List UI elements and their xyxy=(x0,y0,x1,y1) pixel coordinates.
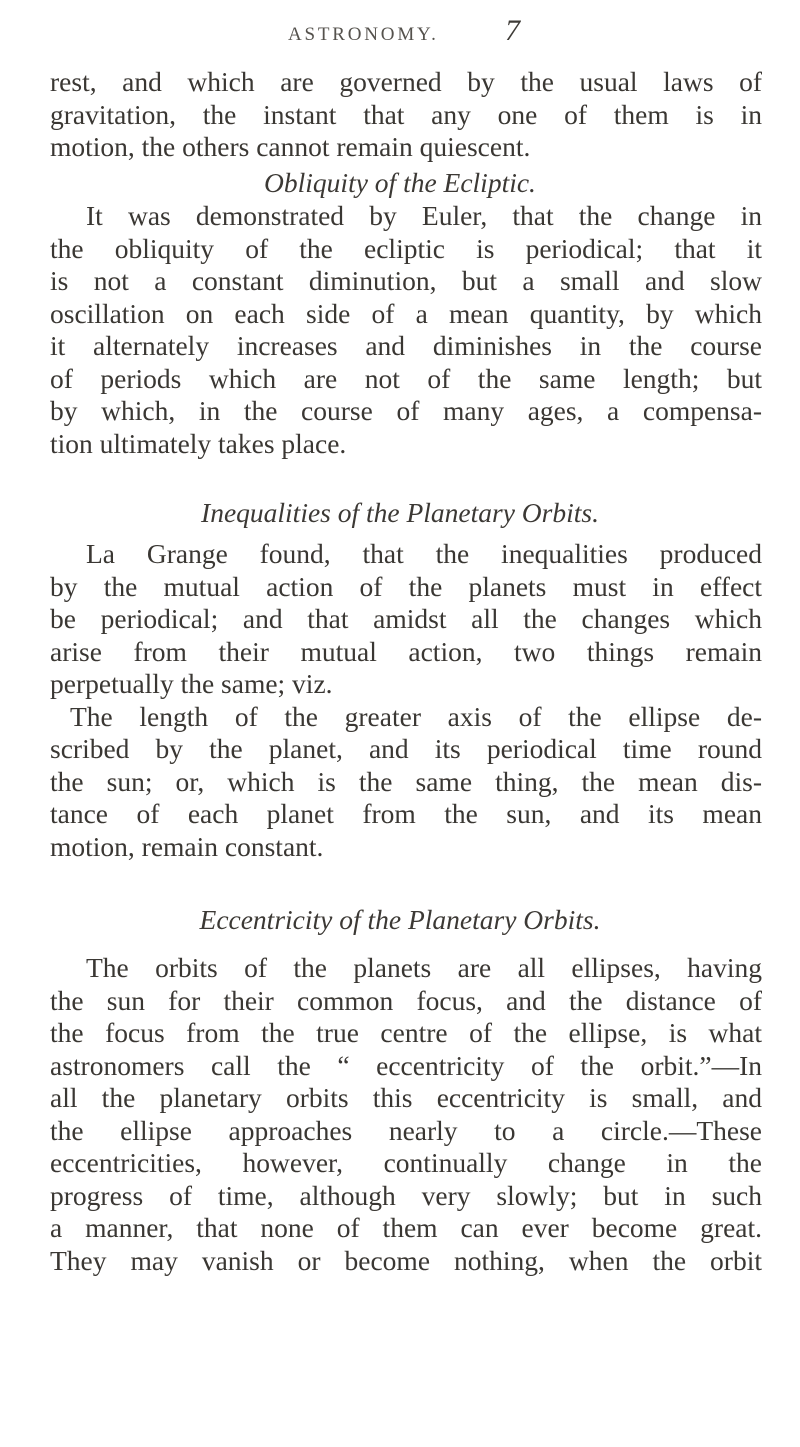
text-line: tance of each planet from the sun, and its mean xyxy=(50,798,762,829)
text-line: by which, in the course of many ages, a compensa- xyxy=(50,395,762,426)
text-line: tion ultimately takes place. xyxy=(50,427,347,459)
text-line: motion, remain constant. xyxy=(50,830,324,862)
text-line: gravitation, the instant that any one of them is in xyxy=(50,98,762,130)
text-line: a manner, that none of them can ever become great. xyxy=(50,1212,762,1243)
text-line: arise from their mutual action, two things remain xyxy=(50,635,762,667)
text-line: oscillation on each side of a mean quantity, by which xyxy=(50,297,762,329)
section-heading-obliquity: Obliquity of the Ecliptic. xyxy=(264,167,536,198)
text-line: La Grange found, that the inequalities produced xyxy=(86,538,762,569)
text-line: of periods which are not of the same length; but xyxy=(50,362,762,394)
text-line: It was demonstrated by Euler, that the change in xyxy=(86,200,762,231)
text-line: scribed by the planet, and its periodical time round xyxy=(50,733,762,764)
text-line: The orbits of the planets are all ellipses, having xyxy=(86,952,762,983)
text-line: eccentricities, however, continually change in the xyxy=(50,1147,762,1178)
running-head xyxy=(276,10,522,52)
section-heading-eccentricity: Eccentricity of the Planetary Orbits. xyxy=(199,904,601,935)
text-line: astronomers call the “ eccentricity of the orbit.”—In xyxy=(50,1049,762,1081)
text-line: The length of the greater axis of the ellipse de- xyxy=(70,700,762,732)
text-line: the ellipse approaches nearly to a circle.—These xyxy=(50,1114,762,1146)
paragraph-obliquity xyxy=(50,200,762,460)
text-line: all the planetary orbits this eccentricity is small, and xyxy=(50,1082,762,1113)
paragraph-inequalities xyxy=(50,538,762,863)
text-line: perpetually the same; viz. xyxy=(50,668,333,699)
running-title: ASTRONOMY. xyxy=(288,24,439,45)
section-heading-inequalities: Inequalities of the Planetary Orbits. xyxy=(201,497,599,528)
text-line: is not a constant diminution, but a small and slow xyxy=(50,265,762,296)
text-line: motion, the others cannot remain quiescent. xyxy=(50,131,531,162)
text-line: the sun for their common focus, and the distance of xyxy=(50,984,762,1016)
continued-paragraph xyxy=(50,66,762,164)
page-number: 7 xyxy=(505,14,520,47)
text-line: rest, and which are governed by the usual laws of xyxy=(50,66,762,97)
text-line: the focus from the true centre of the ellipse, is what xyxy=(50,1017,762,1048)
text-line: progress of time, although very slowly; but in such xyxy=(50,1179,762,1211)
text-line: the obliquity of the ecliptic is periodical; that it xyxy=(50,232,762,264)
text-line: be periodical; and that amidst all the changes which xyxy=(50,603,762,634)
text-line: the sun; or, which is the same thing, the mean dis- xyxy=(50,765,762,797)
text-line: They may vanish or become nothing, when the orbit xyxy=(50,1244,762,1276)
paragraph-eccentricity xyxy=(50,952,762,1277)
text-line: by the mutual action of the planets must in effect xyxy=(50,570,762,602)
text-line: it alternately increases and diminishes in the course xyxy=(50,330,762,361)
